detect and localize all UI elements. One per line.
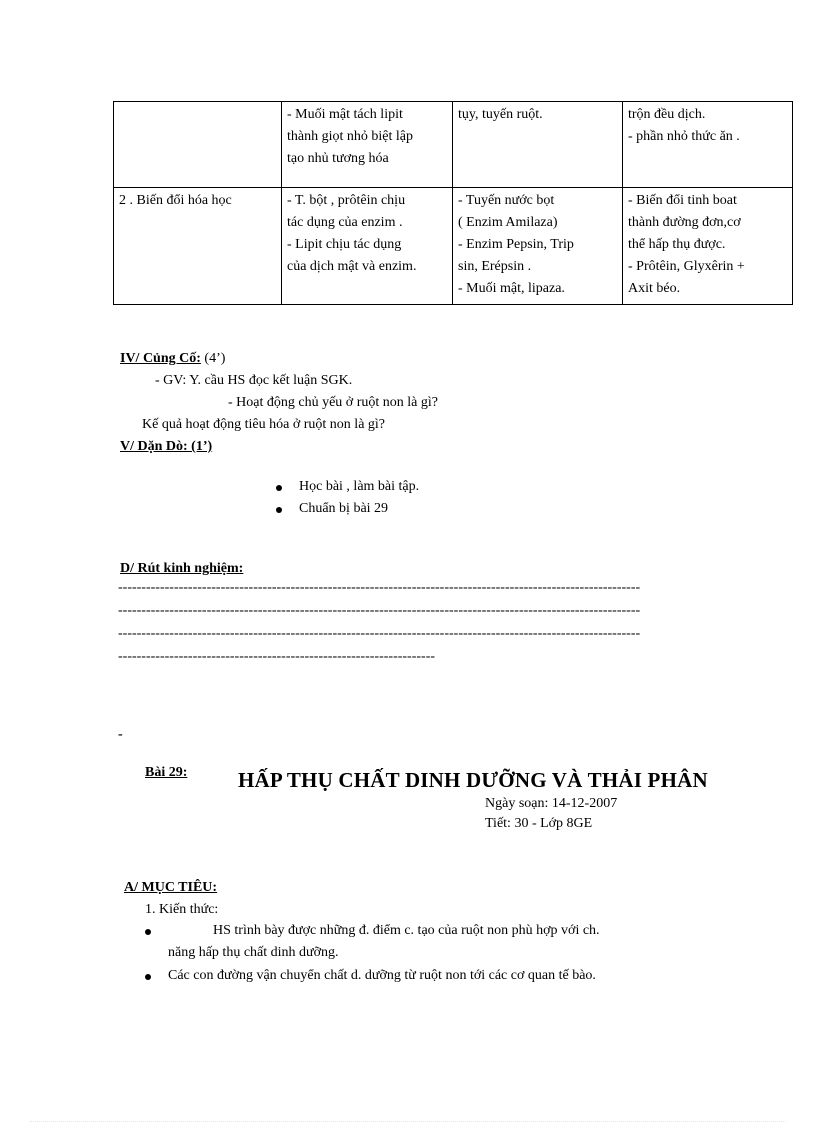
bullet-icon xyxy=(276,507,282,513)
cungco-time: (4’) xyxy=(204,351,226,366)
list-item: Học bài , làm bài tập. xyxy=(299,479,420,494)
dotted-line: -------------------------------------------------------------------- xyxy=(118,649,436,664)
dotted-line: ---------------------------------------------------------------------------------------------------------------- xyxy=(118,580,641,595)
table-cell: - Tuyến nước bọt ( Enzim Amilaza) - Enzim Pepsin, Trip sin, Erépsin . - Muối mật, lipaza. xyxy=(453,188,623,305)
lesson-title: HẤP THỤ CHẤT DINH DƯỠNG VÀ THẢI PHÂN xyxy=(238,768,708,792)
table-cell: tụy, tuyến ruột. xyxy=(453,102,623,188)
lesson-period: Tiết: 30 - Lớp 8GE xyxy=(485,816,593,831)
bullet-icon xyxy=(145,974,151,980)
cungco-line: - GV: Y. cầu HS đọc kết luận SGK. xyxy=(155,373,353,388)
cungco-heading: IV/ Củng Cố: xyxy=(120,351,201,366)
objective-line: Các con đường vận chuyển chất d. dưỡng từ ruột non tới các cơ quan tế bào. xyxy=(168,968,596,983)
stray-mark: - xyxy=(118,727,123,742)
table-cell xyxy=(114,102,282,188)
bullet-icon xyxy=(276,485,282,491)
list-item: Chuẩn bị bài 29 xyxy=(299,501,389,516)
lesson-label: Bài 29: xyxy=(145,765,188,780)
dotted-line: ---------------------------------------------------------------------------------------------------------------- xyxy=(118,626,641,641)
dando-heading: V/ Dặn Dò: (1’) xyxy=(120,439,213,454)
dotted-line: ---------------------------------------------------------------------------------------------------------------- xyxy=(118,603,641,618)
table-cell: 2 . Biến đổi hóa học xyxy=(114,188,282,305)
cungco-heading-line xyxy=(120,351,225,367)
table-row xyxy=(114,188,793,305)
digestion-table xyxy=(113,101,793,305)
objective-line: HS trình bày được những đ. điểm c. tạo của ruột non phù hợp với ch. xyxy=(213,923,600,938)
bullet-icon xyxy=(145,929,151,935)
rutkinh-heading: D/ Rút kinh nghiệm: xyxy=(120,561,244,576)
objective-line: năng hấp thụ chất dinh dưỡng. xyxy=(168,945,339,960)
table-row xyxy=(114,102,793,188)
table-cell: trộn đều dịch. - phần nhỏ thức ăn . xyxy=(623,102,793,188)
cungco-line: - Hoạt động chủ yếu ở ruột non là gì? xyxy=(228,395,438,410)
lesson-date: Ngày soạn: 14-12-2007 xyxy=(485,796,618,811)
table-cell: - T. bột , prôtêin chịu tác dụng của enzim . - Lipit chịu tác dụng của dịch mật và enzim. xyxy=(282,188,453,305)
table-cell: - Muối mật tách lipit thành giọt nhỏ biệt lập tạo nhủ tương hóa xyxy=(282,102,453,188)
table-cell: - Biến đổi tinh boat thành đường đơn,cơ thể hấp thụ được. - Prôtêin, Glyxêrin + Axit béo. xyxy=(623,188,793,305)
cungco-line: Kế quả hoạt động tiêu hóa ở ruột non là gì? xyxy=(142,417,386,432)
muctieu-sub: 1. Kiến thức: xyxy=(145,902,219,917)
muctieu-heading: A/ MỤC TIÊU: xyxy=(124,880,218,895)
